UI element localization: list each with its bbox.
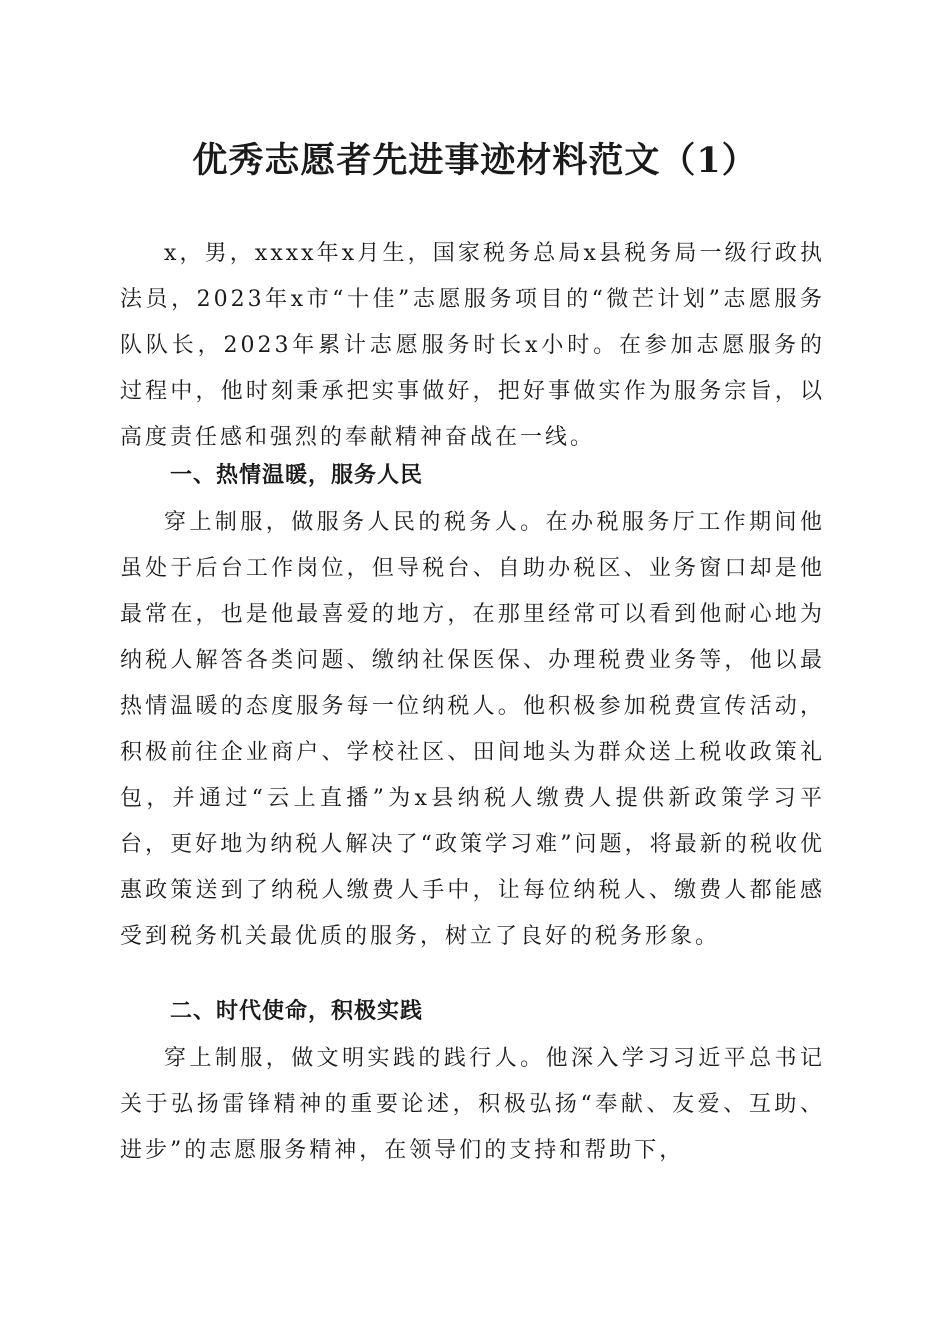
intro-paragraph: x，男，xxxx年x月生，国家税务总局x县税务局一级行政执法员，2023年x市“十佳”志愿服务项目的“微芒计划”志愿服务队队长，2023年累计志愿服务时长x小时。在参加志愿服务的过程中，他时刻秉承把实事做好，把好事做实作为服务宗旨，以高度责任感和强烈的奉献精神奋战在一线。 [120,241,825,450]
section-1-paragraph: 穿上制服，做服务人民的税务人。在办税服务厅工作期间他虽处于后台工作岗位，但导税台、自助办税区、业务窗口却是他最常在，也是他最喜爱的地方，在那里经常可以看到他耐心地为纳税人解答各类问题、缴纳社保医保、办理税费业务等，他以最热情温暖的态度服务每一位纳税人。他积极参加税费宣传活动，积极前往企业商户、学校社区、田间地头为群众送上税收政策礼包，并通过“云上直播”为x县纳税人缴费人提供新政策学习平台，更好地为纳税人解决了“政策学习难”问题，将最新的税收优惠政策送到了纳税人缴费人手中，让每位纳税人、缴费人都能感受到税务机关最优质的服务，树立了良好的税务形象。 [120,510,825,949]
document-title: 优秀志愿者先进事迹材料范文（1） [192,140,758,181]
section-heading-1: 一、热情温暖，服务人民 [170,463,424,488]
section-heading-2: 二、时代使命，积极实践 [170,999,424,1024]
section-2-paragraph: 穿上制服，做文明实践的践行人。他深入学习习近平总书记关于弘扬雷锋精神的重要论述，积极弘扬“奉献、友爱、互助、进步”的志愿服务精神，在领导们的支持和帮助下， [120,1046,825,1163]
